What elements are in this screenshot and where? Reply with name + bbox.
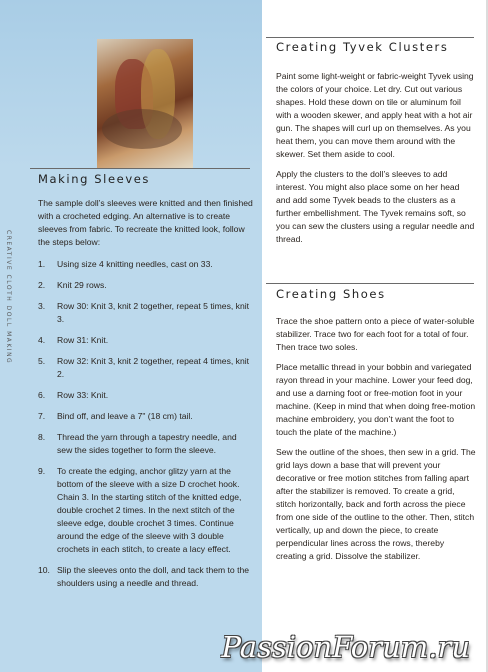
list-item: 6. Row 33: Knit.: [38, 390, 109, 400]
photo-fabric-shape: [102, 109, 182, 149]
tyvek-paragraph-2: Apply the clusters to the doll’s sleeves to add interest. You might also place some on her head and add some Tyvek beads to the clusters as a further embellishment. The Tyvek remains soft, so you can sew the clusters using a regular needle and thread.: [276, 169, 475, 244]
sleeve-steps-list: [38, 258, 250, 598]
shoes-text: [276, 315, 476, 570]
making-sleeves-heading: Making Sleeves: [38, 172, 150, 186]
tyvek-paragraph-1: Paint some light-weight or fabric-weight Tyvek using the colors of your choice. Let dry. Cut out various shapes. Hold these down on tile or aluminum foil with a wooden skewer, and apply heat with a hot air gun. The shapes will curl up on themselves. As you heat them, you can move them around with the skewer. Set them aside to cool.: [276, 71, 474, 159]
shoes-paragraph-3: Sew the outline of the shoes, then sew in a grid. The grid lays down a base that will prevent your decorative or free motion stitches from falling apart after the stabilizer is removed. To create a grid, stitch horizontally, back and forth across the piece from one side of the outline to the other. Then, stitch vertically, up and down the piece, to create perpendicular lines across the rows, thereby creating a grid. Dissolve the stabilizer.: [276, 447, 476, 561]
list-item: 10. Slip the sleeves onto the doll, and tack them to the shoulders using a needle and thread.: [38, 565, 250, 588]
list-item: 2. Knit 29 rows.: [38, 280, 107, 290]
shoes-paragraph-2: Place metallic thread in your bobbin and variegated rayon thread in your machine. Lower your feed dog, and use a darning foot or free-motion foot in your machine. (Keep in mind that when doing free-motion machine embroidery, you don’t want the foot to touch the plate of the machine.): [276, 362, 476, 437]
section-rule: [30, 168, 250, 169]
watermark-text: PassionForum.ru: [221, 630, 470, 664]
list-item: 1. Using size 4 knitting needles, cast on 33.: [38, 259, 213, 269]
tyvek-heading: Creating Tyvek Clusters: [276, 40, 449, 54]
spine-text: CREATIVE CLOTH DOLL MAKING: [5, 230, 12, 365]
list-item: 7. Bind off, and leave a 7" (18 cm) tail.: [38, 411, 193, 421]
section-rule: [266, 283, 474, 284]
making-sleeves-intro: The sample doll’s sleeves were knitted and then finished with a crocheted edging. An alternative is to create sleeves from fabric. To recreate the knitted look, follow the steps below:: [38, 198, 253, 247]
list-item: 8. Thread the yarn through a tapestry needle, and sew the sides together to form the sleeve.: [38, 432, 237, 455]
list-item: 3. Row 30: Knit 3, knit 2 together, repeat 5 times, knit 3.: [38, 301, 250, 324]
tyvek-text: [276, 70, 476, 253]
shoes-heading: Creating Shoes: [276, 287, 386, 301]
list-item: 9. To create the edging, anchor glitzy yarn at the bottom of the sleeve with a size D crochet hook. Chain 3. In the starting stitch of the knitted edge, double crochet 2 times. In the next stitch of the sleeve edge, double crochet 3 times. Continue around the edge of the sleeve with 3 double crochets in each stitch, to create a lacy effect.: [38, 466, 242, 554]
section-rule: [266, 37, 474, 38]
doll-photo: [97, 39, 193, 169]
list-item: 5. Row 32: Knit 3, knit 2 together, repeat 4 times, knit 2.: [38, 356, 250, 379]
shoes-paragraph-1: Trace the shoe pattern onto a piece of water-soluble stabilizer. Trace two for each foot for a total of four. Then trace two soles.: [276, 316, 475, 352]
list-item: 4. Row 31: Knit.: [38, 335, 109, 345]
